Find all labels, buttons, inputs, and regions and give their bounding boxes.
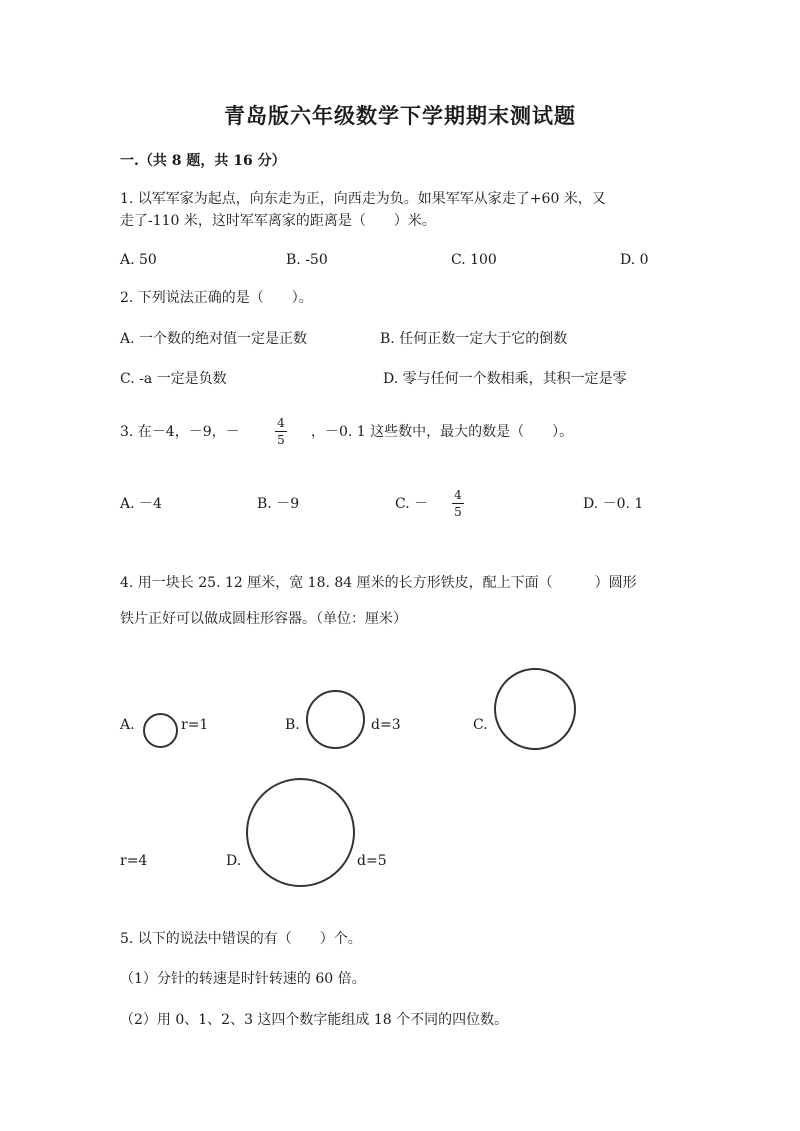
circle-c	[494, 668, 576, 750]
q5-stem: 5. 以下的说法中错误的有（ ）个。	[120, 931, 362, 947]
q4-option-c-value: r=4	[120, 853, 148, 869]
circle-a	[143, 713, 178, 748]
fraction-bar	[452, 503, 464, 504]
q4-option-b-value: d=3	[371, 717, 401, 733]
fraction-numerator: 4	[277, 416, 285, 430]
q3-option-c-fraction	[450, 488, 466, 519]
fraction-denominator: 5	[454, 505, 462, 519]
q1-option-b: B. -50	[286, 252, 328, 268]
circle-b	[306, 690, 365, 749]
q1-option-d: D. 0	[620, 252, 649, 268]
circle-d	[246, 778, 355, 887]
q3-stem-start: 3. 在－4，－9，－	[120, 424, 240, 440]
q4-option-a-label: A.	[120, 717, 135, 733]
q1-stem-line1: 1. 以军军家为起点，向东走为正，向西走为负。如果军军从家走了+60 米，又	[120, 191, 606, 207]
fraction-numerator: 4	[454, 488, 462, 502]
q3-option-b: B. －9	[257, 496, 300, 512]
q4-option-d-label: D.	[226, 853, 242, 869]
q2-option-b: B. 任何正数一定大于它的倒数	[380, 331, 568, 347]
q1-option-a: A. 50	[120, 252, 157, 268]
q1-option-c: C. 100	[451, 252, 497, 268]
fraction-denominator: 5	[277, 433, 285, 447]
q2-stem: 2. 下列说法正确的是（ ）。	[120, 290, 313, 306]
q2-option-d: D. 零与任何一个数相乘，其积一定是零	[383, 371, 627, 387]
q4-option-b-label: B.	[285, 717, 300, 733]
q3-option-d: D. －0. 1	[583, 496, 644, 512]
q4-stem-line1: 4. 用一块长 25. 12 厘米，宽 18. 84 厘米的长方形铁皮，配上下面（ ）圆形	[120, 575, 637, 591]
fraction-bar	[275, 431, 287, 432]
q1-stem-line2: 走了-110 米，这时军军离家的距离是（ ）米。	[120, 213, 436, 229]
page-title: 青岛版六年级数学下学期期末测试题	[224, 103, 576, 128]
q4-stem-line2: 铁片正好可以做成圆柱形容器。（单位：厘米）	[120, 611, 407, 627]
q3-fraction	[273, 416, 289, 447]
section-heading: 一.（共 8 题，共 16 分）	[120, 153, 286, 169]
q4-option-a-value: r=1	[181, 717, 209, 733]
q2-option-c: C. -a 一定是负数	[120, 371, 227, 387]
q4-option-d-value: d=5	[357, 853, 387, 869]
q3-option-a: A. －4	[120, 496, 162, 512]
q4-option-c-label: C.	[473, 717, 488, 733]
q2-option-a: A. 一个数的绝对值一定是正数	[120, 331, 308, 347]
q5-item-1: （1）分针的转速是时针转速的 60 倍。	[120, 971, 366, 987]
q5-item-2: （2）用 0、1、2、3 这四个数字能组成 18 个不同的四位数。	[120, 1012, 509, 1028]
q3-stem-end: ，－0. 1 这些数中，最大的数是（ ）。	[311, 424, 574, 440]
q3-option-c: C. －	[395, 496, 429, 512]
